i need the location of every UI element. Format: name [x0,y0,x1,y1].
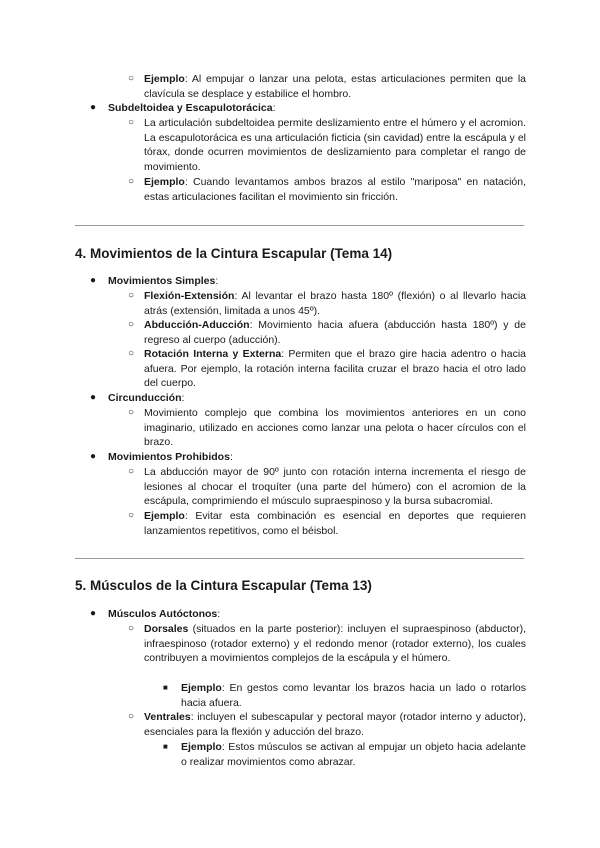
example-text: : Estos músculos se activan al empujar un objeto hacia adelante o realizar movimientos como abrazar. [181,741,526,768]
bullet-circle: ○ [128,176,135,187]
flexion-extension-item [144,289,526,318]
dorsales-item [144,622,526,666]
bullet-disc: ● [90,275,97,286]
musculos-autoctonos-item [108,607,524,622]
bullet-circle: ○ [128,319,135,330]
item-text: : Al levantar el brazo hasta 180º (flexión) o al llevarlo hacia atrás (extensión, limitada a unos 45º). [144,290,526,317]
bullet-circle: ○ [128,711,135,722]
item-label: Abducción-Aducción [144,319,250,331]
ventrales-item [144,710,526,739]
example-text: : En gestos como levantar los brazos hacia un lado o rotarlos hacia afuera. [181,682,526,709]
bullet-circle: ○ [128,466,135,477]
subdeltoidea-desc: La articulación subdeltoidea permite deslizamiento entre el húmero y el acromion. La escapulotorácica es una articulación ficticia (sin cavidad) entre la escápula y el tórax, donde ocurren movimientos de deslizamiento para completar el rango de movimiento. [144,117,526,174]
example-label: Ejemplo [144,510,185,522]
title-suffix: : [215,275,219,287]
example-label: Ejemplo [144,176,185,188]
movimientos-simples-item [108,274,524,289]
item-text: : Movimiento hacia afuera (abducción hasta 180º) y de regreso al cuerpo (aducción). [144,319,526,346]
bullet-circle: ○ [128,348,135,359]
item-text: (situados en la parte posterior): incluyen el supraespinoso (abductor), infraespinoso (rotador externo) y el redondo menor (rotador externo), los cuales contribuyen a movimientos complejos de la escápula y el húmero. [144,623,526,665]
bullet-square: ■ [163,742,168,751]
title-suffix: : [217,608,221,620]
section-5-heading: 5. Músculos de la Cintura Escapular (Tema 13) [75,578,372,593]
example-dorsales [181,681,526,710]
bullet-disc: ● [90,392,97,403]
example-label: Ejemplo [181,682,222,694]
item-label: Ventrales [144,711,191,723]
example-text: : Al empujar o lanzar una pelota, estas articulaciones permiten que la clavícula se desplace y estabilice el hombro. [144,73,526,100]
example-label: Ejemplo [181,741,222,753]
bullet-circle: ○ [128,510,135,521]
bullet-disc: ● [90,608,97,619]
bullet-circle: ○ [128,117,135,128]
bullet-circle: ○ [128,407,135,418]
bullet-circle: ○ [128,290,135,301]
section-divider [75,558,524,559]
example-clavicle [144,72,526,101]
movimientos-prohibidos-title: Movimientos Prohibidos [108,451,230,463]
movimientos-prohibidos-item [108,450,524,465]
subdeltoidea-item [108,101,524,116]
musculos-autoctonos-title: Músculos Autóctonos [108,608,218,620]
movimientos-simples-title: Movimientos Simples [108,275,216,287]
rotacion-item [144,347,526,391]
circunduccion-desc: Movimiento complejo que combina los movimientos anteriores en un cono imaginario, utilizado en acciones como lanzar una pelota o hacer círculos con el brazo. [144,407,526,449]
item-label: Flexión-Extensión [144,290,235,302]
item-text: : incluyen el subescapular y pectoral mayor (rotador interno y aductor), esenciales para la flexión y aducción del brazo. [144,711,526,738]
subdeltoidea-title: Subdeltoidea y Escapulotorácica [108,102,273,114]
section-4-heading: 4. Movimientos de la Cintura Escapular (Tema 14) [75,246,393,261]
bullet-square: ■ [163,683,168,692]
item-text: : Permiten que el brazo gire hacia adentro o hacia afuera. Por ejemplo, la rotación interna facilita cruzar el brazo hacia el otro lado del cuerpo. [144,348,526,390]
example-mariposa [144,175,526,204]
example-text: : Evitar esta combinación es esencial en deportes que requieren lanzamientos repetitivos, como el béisbol. [144,510,526,537]
prohibidos-desc: La abducción mayor de 90º junto con rotación interna incrementa el riesgo de lesiones al chocar el troquíter (una parte del húmero) con el acromion de la escápula, comprimiendo el músculo supraespinoso y la bursa subacromial. [144,466,526,508]
circunduccion-item [108,391,524,406]
example-text: : Cuando levantamos ambos brazos al estilo "mariposa" en natación, estas articulaciones facilitan el movimiento sin fricción. [144,176,526,203]
subdeltoidea-suffix: : [272,102,276,114]
item-label: Dorsales [144,623,189,635]
example-beisbol [144,509,526,538]
circunduccion-title: Circunducción [108,392,182,404]
title-suffix: : [229,451,233,463]
bullet-disc: ● [90,102,97,113]
title-suffix: : [181,392,185,404]
section-divider [75,225,524,226]
bullet-disc: ● [90,451,97,462]
bullet-circle: ○ [128,623,135,634]
abduccion-aduccion-item [144,318,526,347]
example-ventrales [181,740,526,769]
item-label: Rotación Interna y Externa [144,348,282,360]
bullet-circle: ○ [128,73,135,84]
example-label: Ejemplo [144,73,185,85]
